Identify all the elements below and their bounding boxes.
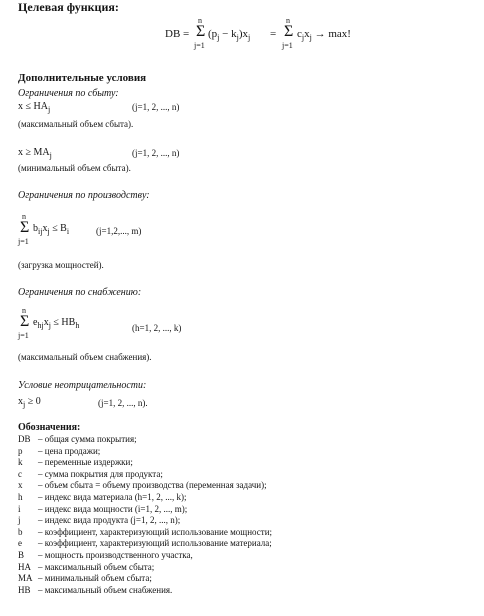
supply-note: (максимальный объем снабжения).: [18, 352, 152, 362]
legend-text: – коэффициент, характеризующий использование мощности;: [38, 526, 273, 537]
legend-symbol: MA: [18, 573, 33, 584]
nonneg-range: (j=1, 2, ..., n).: [98, 398, 148, 408]
sum-lower-limit: j=1: [194, 41, 205, 50]
legend-text: – общая сумма покрытия;: [38, 434, 137, 444]
additional-conditions-heading: Дополнительные условия: [18, 72, 147, 84]
sum-upper-limit: n: [198, 16, 202, 25]
legend-text: – индекс вида продукта (j=1, 2, ..., n);: [38, 515, 181, 526]
legend-item: [18, 527, 272, 537]
sales-title: Ограничения по сбыту:: [18, 88, 119, 99]
legend-item: [18, 492, 187, 502]
sales-constraint-max-note: (максимальный объем сбыта).: [18, 119, 134, 129]
legend-text: – сумма покрытия для продукта;: [38, 468, 163, 479]
sales-constraint-min-note: (минимальный объем сбыта).: [18, 163, 131, 173]
objective-heading: Целевая функция:: [18, 0, 119, 14]
sum-lower-limit: j=1: [18, 237, 29, 246]
legend-symbol: b: [18, 526, 23, 537]
legend-text: – объем сбыта = объему производства (переменная задачи);: [38, 480, 267, 491]
sigma-symbol: Σ: [196, 23, 206, 40]
legend-symbol: x: [18, 480, 23, 491]
sigma-symbol: Σ: [284, 23, 294, 40]
legend-symbol: e: [18, 538, 22, 549]
sum-upper-limit: n: [286, 16, 290, 25]
legend-text: – максимальный объем снабжения.: [38, 584, 173, 595]
legend-symbol: j: [18, 515, 21, 526]
sales-constraint-max: $x \le HA_j$: [18, 101, 51, 114]
legend-text: – цена продажи;: [38, 445, 101, 456]
sigma-symbol: Σ: [20, 219, 30, 236]
legend-item: [18, 434, 137, 444]
legend-symbol: k: [18, 457, 23, 468]
legend-symbol: p: [18, 445, 23, 456]
legend-text: – коэффициент, характеризующий использование материала;: [38, 538, 272, 549]
legend-symbol: i: [18, 503, 21, 514]
sum-lower-limit: j=1: [282, 41, 293, 50]
objective-term2: $c_jx_j \to \max$!: [297, 28, 351, 42]
nonneg-constraint: $x_j \ge 0$: [18, 396, 41, 409]
legend-item: [18, 480, 267, 490]
legend-title: Обозначения:: [18, 422, 81, 433]
production-note: (загрузка мощностей).: [18, 260, 104, 270]
legend-text: – максимальный объем сбыта;: [38, 561, 155, 572]
legend-symbol: HA: [18, 561, 31, 572]
legend-item: [18, 585, 172, 595]
legend-symbol: DB: [18, 434, 31, 444]
production-constraint: $b_{ij}x_j \le B_i$: [33, 223, 70, 236]
legend-text: – мощность производственного участка,: [38, 550, 193, 560]
legend-item: [18, 550, 193, 560]
production-title: Ограничения по производству:: [18, 190, 150, 201]
legend-item: [18, 538, 272, 548]
legend-text: – индекс вида материала (h=1, 2, ..., k);: [38, 492, 187, 502]
sales-constraint-max-range: (j=1, 2, ..., n): [132, 102, 180, 112]
legend-symbol: h: [18, 492, 23, 502]
legend-text: – минимальный объем сбыта;: [38, 573, 152, 584]
supply-constraint: $e_{hj}x_j \le HB_h$: [33, 317, 80, 330]
sum-lower-limit: j=1: [18, 331, 29, 340]
legend-text: – переменные издержки;: [38, 457, 133, 468]
legend-text: – индекс вида мощности (i=1, 2, ..., m);: [38, 503, 188, 514]
sales-constraint-min-range: (j=1, 2, ..., n): [132, 148, 180, 158]
objective-term1: $(p_j - k_j)x_j$: [208, 28, 251, 42]
sum-upper-limit: n: [22, 212, 26, 221]
legend-item: [18, 515, 180, 525]
supply-range: (h=1, 2, ..., k): [132, 323, 182, 333]
sales-constraint-min: $x \ge MA_j$: [18, 147, 52, 160]
legend-item: [18, 573, 152, 583]
sum-upper-limit: n: [22, 306, 26, 315]
legend-symbol: B: [18, 550, 25, 560]
legend-item: [18, 504, 187, 514]
supply-title: Ограничения по снабжению:: [18, 287, 142, 298]
legend-item: [18, 469, 163, 479]
legend-item: [18, 457, 133, 467]
legend-symbol: c: [18, 468, 22, 479]
legend-item: [18, 446, 100, 456]
objective-lhs: DB =: [165, 28, 190, 40]
production-range: (j=1,2,..., m): [96, 226, 142, 236]
nonneg-title: Условие неотрицательности:: [18, 380, 147, 391]
sigma-symbol: Σ: [20, 313, 30, 330]
objective-eq: =: [270, 28, 277, 40]
legend-item: [18, 562, 154, 572]
legend-symbol: HB: [18, 584, 31, 595]
